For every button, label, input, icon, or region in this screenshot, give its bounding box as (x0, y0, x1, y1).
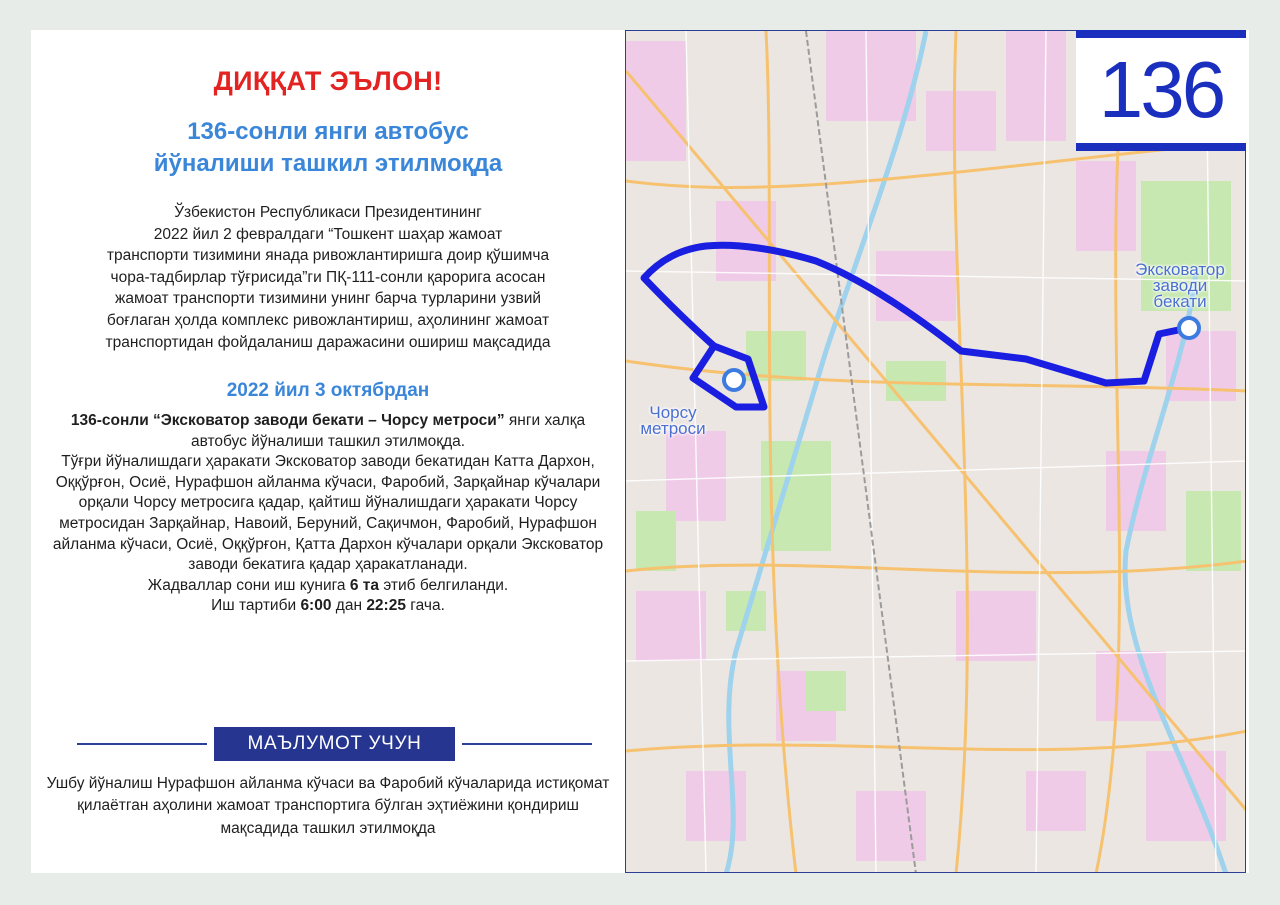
subtitle (31, 116, 625, 180)
subtitle-line-1: 136-сонли янги автобус (187, 118, 469, 145)
stop-label-line: заводи (1152, 276, 1208, 295)
divider-right (462, 743, 592, 745)
stop-label-line: Экскoватор (1135, 260, 1225, 279)
schedule-suffix: этиб белгиланди. (379, 576, 509, 594)
divider-left (77, 743, 207, 745)
stop-label-chorsu-metro (627, 405, 719, 437)
start-date-heading: 2022 йил 3 октябрдан (226, 380, 430, 401)
route-stops-text: Тўғри йўналишдаги ҳаракати Экскoватор заводи бекатидан Катта Дархон, Оққўрғон, Осиё, Нурафшон айланма кўчаси, Фаробий, Зарқайнар кўчалари орқали Чорсу метросига қадар, қайтиш йўналишдаги ҳаракати Чорсу метросидан Зарқайнар, Навоий, Беруний, Сақичмон, Фаробий, Нурафшон айланма кўчаси, Осиё, Оққўрғон, Қатта Дархон кўчалари орқали Экскoватор заводи бекатига қадар ҳаракатланади. (52, 453, 604, 574)
route-number-badge: 136 (1076, 30, 1246, 151)
hours-prefix: Иш тартиби (211, 597, 301, 615)
hours-mid: дан (331, 597, 367, 615)
intro-line: Ўзбекистон Республикаси Президентининг (174, 204, 482, 221)
hours-end: 22:25 (366, 597, 406, 615)
schedule-prefix: Жадваллар сони иш кунига (147, 576, 350, 594)
hours-start: 6:00 (300, 597, 332, 615)
intro-line: транспорти тизимини янада ривожлантиришга доир қўшимча (106, 247, 550, 265)
route-intro (45, 411, 611, 452)
info-label-box: МАЪЛУМОТ УЧУН (214, 727, 455, 761)
city-map-graphic (626, 31, 1246, 873)
subtitle-line-2: йўналиши ташкил этилмоқда (153, 150, 503, 177)
intro-line: чора-тадбирлар тўғрисида”ги ПҚ-111-сонли қарорига асосан (110, 268, 546, 286)
stop-label-line: метроси (640, 419, 706, 438)
stop-label-excavator-factory (1117, 262, 1243, 310)
intro-line: транспортидан фойдаланиш даражасини ошириш мақсадида (105, 333, 551, 351)
stop-label-line: Чорсу (649, 403, 697, 422)
stop-label-line: бекати (1153, 292, 1207, 311)
hours-suffix: гача. (405, 597, 445, 615)
schedule-line (45, 576, 611, 597)
announcement-text-column (31, 30, 625, 873)
hours-line (45, 596, 611, 617)
route-intro-rest: янги халқа автобус йўналиши ташкил этилмоқда. (190, 412, 586, 450)
route-map (625, 30, 1246, 873)
intro-line: 2022 йил 2 февралдаги “Тошкент шаҳар жамоат (153, 225, 503, 243)
info-note: Ушбу йўналиш Нурафшон айланма кўчаси ва Фаробий кўчаларида истиқомат қилаётган аҳолини жамоат транспортига бўлган эҳтиёжини қондириш мақсадида ташкил этилмоқда (46, 775, 610, 837)
stop-marker-east (1179, 318, 1199, 338)
stop-marker-west (724, 370, 744, 390)
intro-line: боғлаган ҳолда комплекс ривожлантириш, аҳолининг жамоат (106, 311, 550, 329)
route-description (45, 411, 611, 617)
route-name: 136-сонли “Экскoватор заводи бекати – Чорсу метроси” (70, 412, 505, 429)
intro-paragraph (51, 202, 605, 353)
headline: ДИҚҚАТ ЭЪЛОН! (213, 66, 443, 96)
intro-line: жамоат транспорти тизимини унинг барча турларини узвий (114, 290, 542, 308)
schedule-count: 6 та (349, 576, 380, 594)
